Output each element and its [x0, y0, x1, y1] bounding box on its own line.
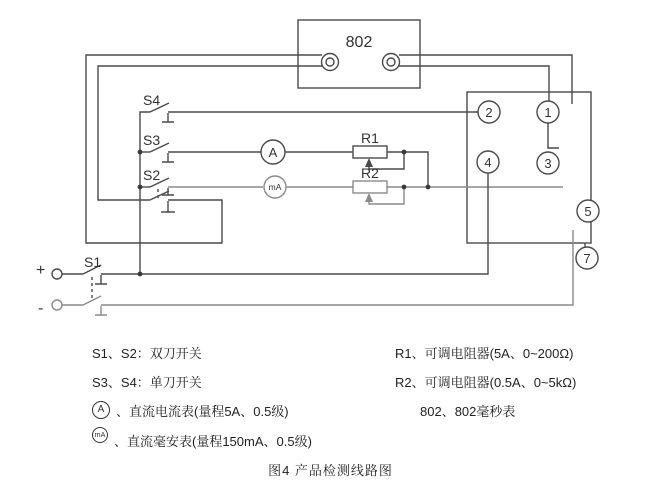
junction-dot — [426, 185, 431, 190]
switch-s3-contact — [162, 153, 174, 162]
switch-s3-label: S3 — [143, 132, 161, 148]
timer-802-box — [298, 20, 420, 88]
milliammeter-label: mA — [268, 182, 282, 192]
switch-s4-contact — [162, 113, 174, 122]
resistor-r1-body — [353, 146, 387, 158]
legend-text: 802、802毫秒表 — [420, 403, 516, 419]
junction-dot — [138, 272, 143, 277]
switch-s4-label: S4 — [143, 92, 161, 108]
resistor-r1-label: R1 — [361, 130, 379, 146]
wire-802-right-upper — [399, 55, 572, 104]
milliammeter-legend-icon: mA — [92, 427, 108, 443]
switch-s1-contact1 — [95, 275, 107, 284]
plus-terminal-icon — [52, 269, 62, 279]
terminal-3-label: 3 — [544, 156, 552, 171]
terminal-5-label: 5 — [584, 204, 592, 219]
legend-row-ammeter — [92, 399, 289, 421]
legend-text: 、直流毫安表(量程150mA、0.5级) — [114, 433, 312, 449]
r2-wiper-arrow-icon — [365, 193, 373, 202]
ammeter-legend-icon: A — [92, 401, 110, 419]
legend-text: S1、S2：双刀开关 — [92, 345, 202, 361]
legend-row-s3-s4 — [92, 370, 202, 392]
legend-text: S3、S4：单刀开关 — [92, 374, 202, 390]
resistor-r2-label: R2 — [361, 165, 379, 181]
terminal-1-label: 1 — [544, 105, 552, 120]
minus-terminal-icon — [52, 300, 62, 310]
timer-terminal-right-icon — [383, 54, 400, 71]
switch-s2-contact2 — [161, 201, 175, 212]
legend-text: 、直流电流表(量程5A、0.5级) — [116, 403, 289, 419]
wire-minus-to-terminal5 — [101, 230, 573, 305]
legend-row-milliammeter — [92, 429, 312, 451]
wire-802-right-to-terminal1 — [399, 66, 549, 101]
legend-text: R2、可调电阻器(0.5A、0~5kΩ) — [395, 374, 577, 390]
junction-dot — [138, 185, 143, 190]
terminal-7-label: 7 — [583, 251, 591, 266]
figure-caption: 图4 产品检测线路图 — [268, 463, 393, 478]
ammeter-label: A — [268, 145, 278, 160]
wire-802-left-inner — [98, 66, 322, 200]
legend-row-r1 — [395, 341, 573, 363]
wire-802-left-outer-loop — [86, 55, 322, 243]
junction-dot — [138, 150, 143, 155]
switch-s1-label: S1 — [84, 254, 102, 270]
junction-dot — [402, 150, 407, 155]
terminal-2-label: 2 — [485, 105, 493, 120]
wire-terminal1-to-terminal3 — [548, 123, 559, 148]
minus-label: - — [38, 300, 44, 317]
switch-s1-contact2 — [95, 306, 107, 315]
legend-text: R1、可调电阻器(5A、0~200Ω) — [395, 345, 574, 361]
switch-s2-label: S2 — [143, 167, 161, 183]
timer-terminal-left-icon — [322, 54, 339, 71]
legend-row-802 — [420, 399, 515, 421]
timer-label: 802 — [345, 34, 373, 51]
terminal-4-label: 4 — [484, 155, 492, 170]
plus-label: + — [36, 262, 46, 279]
resistor-r2-body — [353, 181, 387, 193]
legend-row-s1-s2 — [92, 341, 202, 363]
legend-row-r2 — [395, 370, 576, 392]
junction-dot — [402, 185, 407, 190]
